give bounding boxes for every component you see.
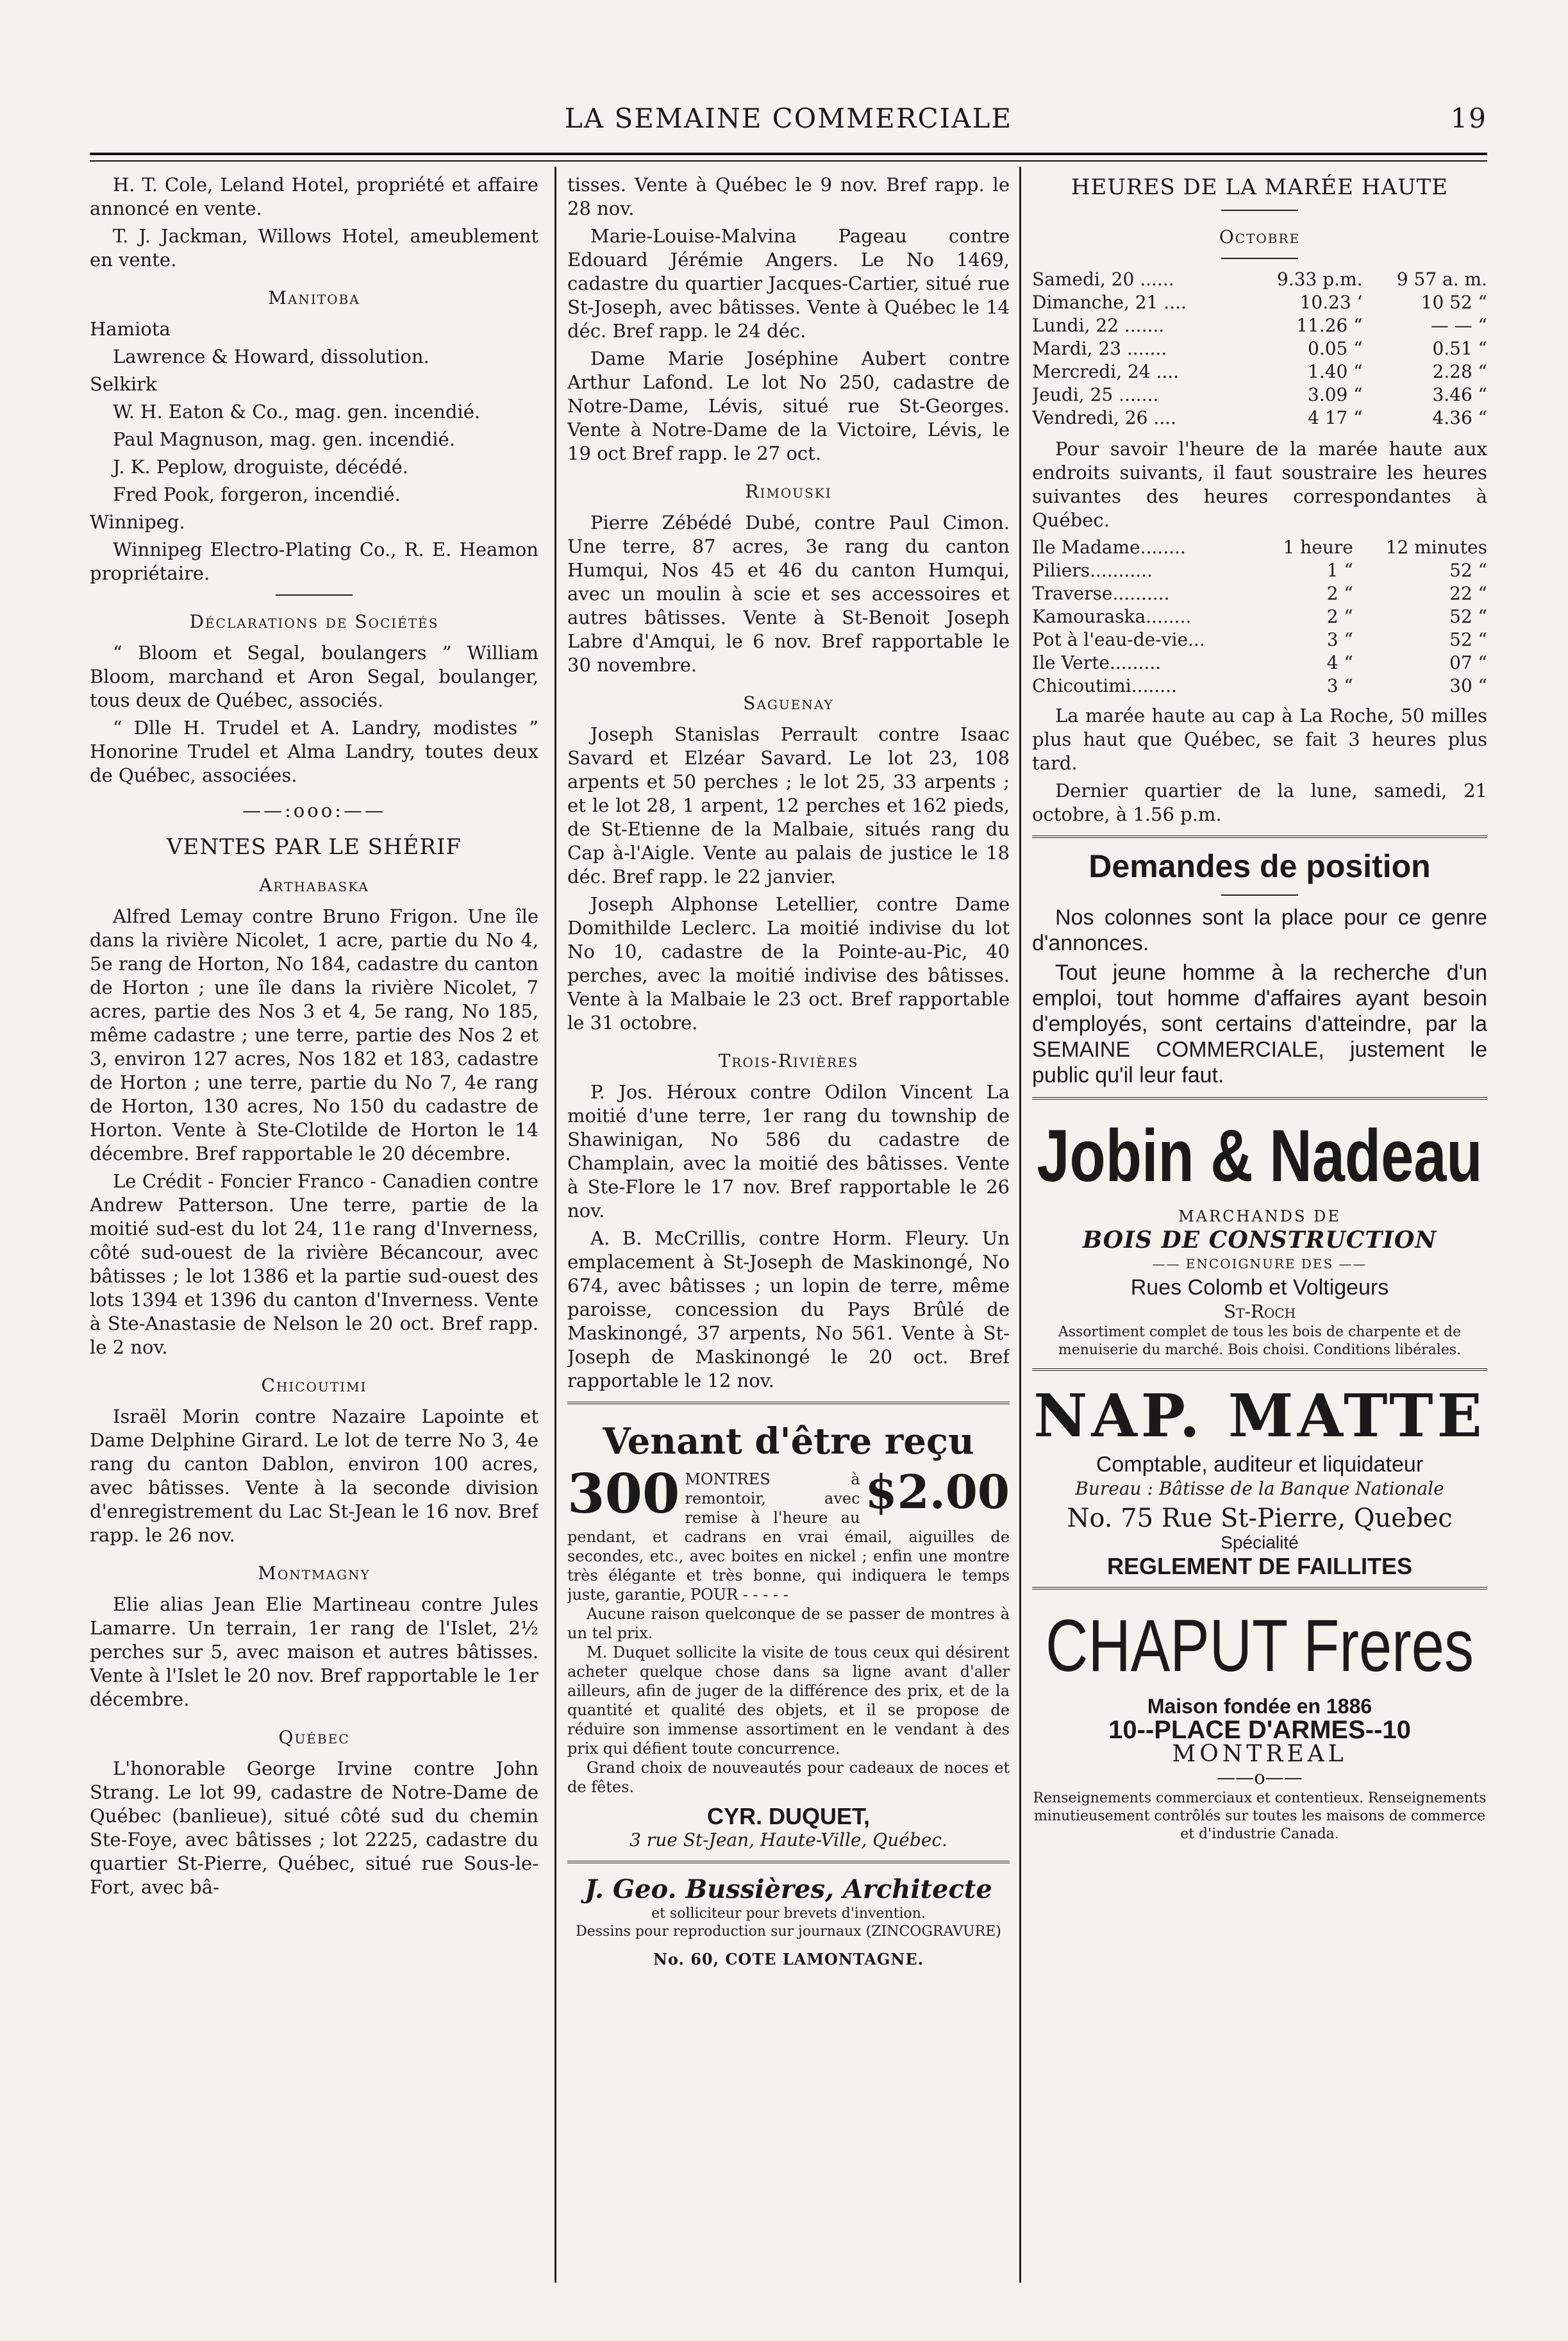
offset-cell: 22 “ <box>1449 583 1487 604</box>
offset-row <box>1032 675 1487 698</box>
place-name: Hamiota <box>90 318 171 340</box>
ad-text: Grand choix de nouveautés pour cadeaux de noces et de fêtes. <box>567 1759 1010 1796</box>
offset-cell: 2 “ <box>1326 583 1353 604</box>
tide-cell: 4 17 “ <box>1308 407 1363 428</box>
tide-row <box>1032 383 1487 407</box>
tide-cell: 0.51 “ <box>1432 338 1487 359</box>
column-1 <box>90 173 538 2308</box>
paragraph: Paul Magnuson, mag. gen. incendié. <box>113 428 455 450</box>
section-heading: Arthabaska <box>259 875 369 896</box>
page-number: 19 <box>1450 103 1487 134</box>
ad-text: Aucune raison quelconque de se passer de montres à un tel prix. <box>567 1605 1010 1642</box>
divider <box>276 594 353 596</box>
tide-cell: Jeudi, 25 ....... <box>1032 384 1159 405</box>
architect-name: J. Geo. Bussières, Architecte <box>585 1874 992 1904</box>
ad-text: MONTRES à remontoir, avec remise à l'heure au pendant, et cadrans en vrai émail, aiguilles de secondes, etc., avec boites en nickel ; enfin une montre très élégante et très bonne, qui indiquera le temps juste, garantie, POUR - - - - - <box>567 1470 1010 1604</box>
ad-specialty: REGLEMENT DE FAILLITES <box>1106 1553 1412 1579</box>
offset-cell: 2 “ <box>1326 606 1353 627</box>
section-heading: Québec <box>278 1727 350 1748</box>
paragraph: J. K. Peplow, droguiste, décédé. <box>113 456 409 478</box>
tide-cell: 3.46 “ <box>1432 384 1487 405</box>
paragraph: tisses. Vente à Québec le 9 nov. Bref rapp. le 28 nov. <box>567 174 1010 219</box>
offset-row <box>1032 605 1487 628</box>
merchant-address: 3 rue St-Jean, Haute-Ville, Québec. <box>630 1829 947 1850</box>
tide-cell: 10 52 “ <box>1421 292 1487 313</box>
ad-small-print: Assortiment complet de tous les bois de charpente et de menuiserie du marché. Bois choisi. Conditions libérales. <box>1058 1324 1462 1358</box>
ad-title: Demandes de position <box>1088 848 1431 884</box>
paragraph: Winnipeg Electro-Plating Co., R. E. Heamon propriétaire. <box>90 539 538 584</box>
paragraph: Le Crédit - Foncier Franco - Canadien contre Andrew Patterson. Une terre, partie de la moitié sud-est du lot 24, 11e rang d'Inverness, côté sud-ouest de la rivière Bécancour, avec bâtisses ; le lot 1386 et la partie sud-ouest des lots 1394 et 1396 du canton d'Inverness. Vente à Ste-Anastasie de Nelson le 20 oct. Bref rapp. le 2 nov. <box>90 1170 538 1358</box>
ad-small-print: Renseignements commerciaux et contentieux. Renseignements minutieusement contrôlés sur toutes les maisons de commerce et d'industrie Canada. <box>1033 1790 1487 1842</box>
ad-price: $2.00 <box>865 1464 1010 1519</box>
paragraph: “ Bloom et Segal, boulangers ” William Bloom, marchand et Aron Segal, boulanger, tous deux de Québec, associés. <box>90 642 538 711</box>
tide-cell: Dimanche, 21 .... <box>1032 292 1187 313</box>
ad-company-name: NAP. MATTE <box>1033 1381 1486 1450</box>
advertisement-jobin <box>1032 1097 1487 1359</box>
paragraph: Tout jeune homme à la recherche d'un emploi, tout homme d'affaires ayant besoin d'employés, sont certains d'atteindre, par la SEMAINE COMMERCIALE, justement le public qu'il leur faut. <box>1032 961 1487 1087</box>
offset-row <box>1032 628 1487 651</box>
ad-district: St-Roch <box>1223 1301 1296 1322</box>
ad-count: 300 <box>567 1462 680 1525</box>
offset-cell: 1 “ <box>1326 560 1353 581</box>
page-header <box>90 103 1487 147</box>
offset-cell: 3 “ <box>1326 675 1353 696</box>
advertisement-chaput <box>1032 1587 1487 1843</box>
offset-cell: 3 “ <box>1326 629 1353 650</box>
column-3 <box>1032 173 1487 2308</box>
ad-trade-title: BOIS DE CONSTRUCTION <box>1082 1227 1437 1254</box>
paragraph: Israël Morin contre Nazaire Lapointe et Dame Delphine Girard. Le lot de terre No 3, 4e rang du canton Dablon, environ 100 acres, avec bâtisses. Vente à la seconde division d'enregistrement du Lac St-Jean le 16 nov. Bref rapp. le 26 nov. <box>90 1405 538 1546</box>
tide-cell: 2.28 “ <box>1432 361 1487 382</box>
offset-cell: Piliers........... <box>1032 560 1153 581</box>
tide-cell: Mardi, 23 ....... <box>1032 338 1167 359</box>
ad-company-name: Jobin & Nadeau <box>1037 1115 1483 1197</box>
paragraph: Dame Marie Joséphine Aubert contre Arthur Lafond. Le lot No 250, cadastre de Notre-Dame, Lévis, situé rue St-Georges. Vente à Notre-Dame de la Victoire, Lévis, le 19 oct Bref rapp. le 27 oct. <box>567 348 1010 464</box>
section-title: VENTES PAR LE SHÉRIF <box>166 834 462 860</box>
ad-title: Venant d'être reçu <box>603 1420 974 1463</box>
paragraph: Joseph Stanislas Perrault contre Isaac Savard et Elzéar Savard. Le lot 23, 108 arpents et 50 perches ; le lot 25, 33 arpents ; et le lot 28, 1 arpent, 12 perches et 162 pieds, de St-Etienne de la Malbaie, situés rang du Cap à-l'Aigle. Vente au palais de justice le 18 déc. Bref rapp. le 22 janvier. <box>567 723 1010 887</box>
ad-role: Comptable, auditeur et liquidateur <box>1096 1452 1424 1477</box>
offset-row <box>1032 536 1487 559</box>
paragraph: Lawrence & Howard, dissolution. <box>113 346 430 367</box>
ad-address: No. 75 Rue St-Pierre, Quebec <box>1067 1504 1453 1533</box>
tide-row <box>1032 291 1487 314</box>
offset-cell: Ile Madame........ <box>1032 537 1186 558</box>
offset-cell: 52 “ <box>1449 560 1487 581</box>
offset-cell: Chicoutimi........ <box>1032 675 1177 696</box>
offset-cell: 52 “ <box>1449 629 1487 650</box>
advertisement-matte <box>1032 1368 1487 1578</box>
tide-heading: HEURES DE LA MARÉE HAUTE <box>1071 174 1449 200</box>
offset-cell: 52 “ <box>1449 606 1487 627</box>
ad-street: Rues Colomb et Voltigeurs <box>1130 1275 1389 1300</box>
paragraph: Fred Pook, forgeron, incendié. <box>113 483 401 505</box>
section-heading: Manitoba <box>268 287 360 308</box>
header-rule <box>90 153 1487 162</box>
offset-cell: 4 “ <box>1326 652 1353 673</box>
ad-founded: Maison fondée en 1886 <box>1147 1695 1372 1718</box>
ad-company-name: CHAPUT Freres <box>1046 1605 1474 1687</box>
ad-body <box>1032 905 1487 1088</box>
section-heading: Trois-Rivières <box>718 1050 859 1071</box>
tide-cell: 0.05 “ <box>1308 338 1363 359</box>
tide-row <box>1032 360 1487 383</box>
tide-row <box>1032 314 1487 337</box>
tide-cell: 1.40 “ <box>1308 361 1363 382</box>
tide-cell: Vendredi, 26 .... <box>1032 407 1176 428</box>
column-divider <box>555 167 556 2283</box>
section-heading: Chicoutimi <box>261 1375 367 1396</box>
tide-offsets-table <box>1032 536 1487 698</box>
ad-address: 10--PLACE D'ARMES--10 <box>1108 1716 1411 1744</box>
divider <box>1221 258 1298 259</box>
section-heading: Rimouski <box>745 481 832 502</box>
tide-row <box>1032 407 1487 430</box>
advertisement-duquet <box>567 1402 1010 1852</box>
ad-location-label: —— ENCOIGNURE DES —— <box>1152 1256 1367 1271</box>
merchant-name: CYR. DUQUET, <box>706 1803 871 1829</box>
paragraph: W. H. Eaton & Co., mag. gen. incendié. <box>113 401 481 423</box>
tide-cell: 9 57 a. m. <box>1396 269 1487 290</box>
column-divider <box>1019 167 1021 2283</box>
paragraph: Dernier quartier de la lune, samedi, 21 octobre, à 1.56 p.m. <box>1032 780 1487 825</box>
paragraph: La marée haute au cap à La Roche, 50 milles plus haut que Québec, se fait 3 heures plus tard. <box>1032 705 1487 774</box>
paragraph: Joseph Alphonse Letellier, contre Dame Domithilde Leclerc. La moitié indivise du lot No 10, cadastre de la Pointe-au-Pic, 40 perches, avec la moitié indivise des bâtisses. Vente à la Malbaie le 23 oct. Bref rapportable le 31 octobre. <box>567 893 1010 1034</box>
column-2 <box>567 173 1010 2308</box>
month-heading: Octobre <box>1219 226 1301 248</box>
divider <box>1221 894 1298 896</box>
tide-row <box>1032 337 1487 360</box>
section-heading: Saguenay <box>743 692 834 714</box>
section-heading: Déclarations de Sociétés <box>189 611 439 632</box>
place-name: Winnipeg. <box>90 511 185 533</box>
paragraph: Nos colonnes sont la place pour ce genre d'annonces. <box>1032 905 1487 955</box>
tide-cell: Mercredi, 24 .... <box>1032 361 1180 382</box>
tide-cell: Samedi, 20 ...... <box>1032 269 1174 290</box>
ad-specialty-label: Spécialité <box>1221 1532 1299 1552</box>
paragraph: P. Jos. Héroux contre Odilon Vincent La moitié d'une terre, 1er rang du township de Shawinigan, No 586 du cadastre de Champlain, avec la moitié des bâtisses. Vente à Ste-Flore le 17 nov. Bref rapportable le 26 nov. <box>567 1081 1010 1221</box>
divider <box>1221 210 1298 211</box>
offset-cell: Kamouraska........ <box>1032 606 1192 627</box>
offset-cell: Ile Verte......... <box>1032 652 1162 673</box>
tide-cell: 10.23 ‘ <box>1299 292 1363 313</box>
ad-trade: MARCHANDS DE <box>1178 1207 1341 1225</box>
paragraph: Pierre Zébédé Dubé, contre Paul Cimon. Une terre, 87 acres, 3e rang du canton Humqui, Nos 45 et 46 du canton Humqui, avec un moulin à scie et ses accessoires et autres bâtisses. Vente à St-Benoit Joseph Labre d'Amqui, le 6 nov. Bref rapportable le 30 novembre. <box>567 512 1010 676</box>
paragraph: H. T. Cole, Leland Hotel, propriété et affaire annoncé en vente. <box>90 174 538 219</box>
paragraph: Elie alias Jean Elie Martineau contre Jules Lamarre. Un terrain, 1er rang de l'Islet, 2½ perches sur 5, avec maison et autres bâtisses. Vente à l'Islet le 20 nov. Bref rapportable le 1er décembre. <box>90 1593 538 1710</box>
separator: ——:ooo:—— <box>242 800 386 821</box>
ad-city: MONTREAL <box>1172 1741 1347 1767</box>
paragraph: L'honorable George Irvine contre John Strang. Le lot 99, cadastre de Notre-Dame de Québec (banlieue), situé côté sud du chemin Ste-Foye, avec bâtisses ; lot 2225, cadastre du quartier St-Pierre, Québec, situé rue Sous-le-Fort, avec bâ- <box>90 1758 538 1898</box>
tide-cell: 11.26 “ <box>1296 315 1363 336</box>
paragraph: Marie-Louise-Malvina Pageau contre Edouard Jérémie Angers. Le No 1469, cadastre du quartier Jacques-Cartier, situé rue St-Joseph, avec bâtisses. Vente à Québec le 14 déc. Bref rapp. le 24 déc. <box>567 225 1010 342</box>
offset-cell: 07 “ <box>1449 652 1487 673</box>
architect-line: Dessins pour reproduction sur journaux (ZINCOGRAVURE) <box>576 1924 1001 1940</box>
offset-row <box>1032 559 1487 582</box>
separator: ——o—— <box>1217 1766 1303 1788</box>
offset-row <box>1032 582 1487 605</box>
offset-cell: 1 heure <box>1283 537 1353 558</box>
paragraph: Alfred Lemay contre Bruno Frigon. Une île dans la rivière Nicolet, 1 acre, partie du No 4, 5e rang de Horton, No 184, cadastre du canton de Horton ; une île dans la rivière Nicolet, 7 acres, partie des Nos 3 et 4, 5e rang, No 185, même cadastre ; une terre, partie des Nos 2 et 3, environ 127 acres, Nos 182 et 183, cadastre de Horton ; une terre, partie du No 7, 4e rang de Horton, 130 acres, No 150 du cadastre de Horton. Vente à Ste-Clotilde de Horton le 14 décembre. Bref rapportable le 20 décembre. <box>90 905 538 1164</box>
offset-row <box>1032 651 1487 675</box>
section-heading: Montmagny <box>258 1563 371 1584</box>
offset-cell: Traverse.......... <box>1032 583 1170 604</box>
advertisement-architect <box>567 1861 1010 1971</box>
publication-title: LA SEMAINE COMMERCIALE <box>564 103 1013 134</box>
paragraph: “ Dlle H. Trudel et A. Landry, modistes ” Honorine Trudel et Alma Landry, toutes deux de Québec, associées. <box>90 717 538 786</box>
offset-cell: Pot à l'eau-de-vie... <box>1032 629 1205 650</box>
place-name: Selkirk <box>90 373 157 395</box>
ad-office: Bureau : Bâtisse de la Banque Nationale <box>1075 1478 1444 1499</box>
tide-row <box>1032 268 1487 291</box>
tide-table <box>1032 268 1487 430</box>
tide-cell: 4.36 “ <box>1432 407 1487 428</box>
architect-line: et solliciteur pour brevets d'invention. <box>651 1906 926 1922</box>
ad-text: M. Duquet sollicite la visite de tous ceux qui désirent acheter quelque chose dans sa ligne avant d'aller ailleurs, afin de juger de la différence des prix, et de la quantité et qualité des objets, et il se propose de réduire son immense assortiment en le vendant à des prix qui défient toute concurrence. <box>567 1643 1010 1758</box>
tide-cell: Lundi, 22 ....... <box>1032 315 1165 336</box>
ad-body <box>567 1462 1010 1797</box>
paragraph: A. B. McCrillis, contre Horm. Fleury. Un emplacement à St-Joseph de Maskinongé, No 674, avec bâtisses ; un lopin de terre, même paroisse, concession du Pays Brûlé de Maskinongé, 37 arpents, No 561. Vente à St-Joseph de Maskinongé le 20 oct. Bref rapportable le 12 nov. <box>567 1227 1010 1391</box>
paragraph: T. J. Jackman, Willows Hotel, ameublement en vente. <box>90 225 538 271</box>
offset-cell: 30 “ <box>1449 675 1487 696</box>
tide-cell: — — “ <box>1430 315 1487 336</box>
paragraph: Pour savoir l'heure de la marée haute aux endroits suivants, il faut soustraire les heures suivantes des heures correspondantes à Québec. <box>1032 438 1487 531</box>
advertisement-demandes <box>1032 835 1487 1088</box>
tide-cell: 3.09 “ <box>1308 384 1363 405</box>
architect-address: No. 60, COTE LAMONTAGNE. <box>653 1950 924 1968</box>
tide-cell: 9.33 p.m. <box>1277 269 1363 290</box>
offset-cell: 12 minutes <box>1385 537 1487 558</box>
